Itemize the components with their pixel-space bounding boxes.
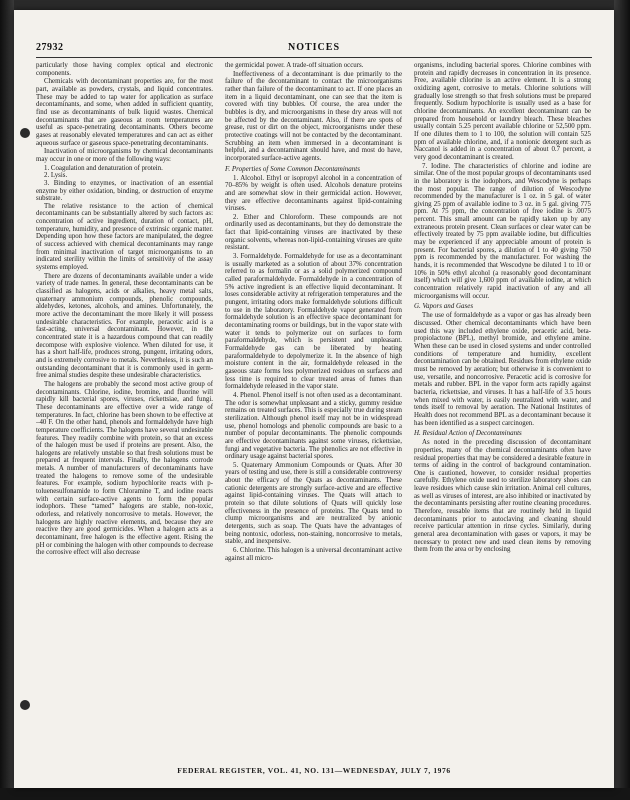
page-title: NOTICES bbox=[287, 42, 340, 53]
text-columns bbox=[36, 62, 592, 752]
text-column-1 bbox=[36, 62, 213, 752]
paragraph: 3. Formaldehyde. Formaldehyde for use as a decontaminant is usually marketed as a solution of about 37% concentration referred to as formalin or as a solid polymerized compound called paraformaldehyde. Formaldehyde in a concentration of 5% active ingredient is an effective liquid decontaminant. It loses considerable activity at refrigeration temperatures and the pungent, irritating odors make formaldehyde solutions difficult to use in the laboratory. Formaldehyde vapor generated from formaldehyde solution is an effective space decontaminant for decontaminating rooms or buildings, but in the vapor state with water it tends to polymerize out on surfaces to form paraformaldehyde, which is persistent and unpleasant. Formaldehyde gas can be liberated by heating paraformaldehyde to depolymerize it. In the absence of high moisture content in the air, formaldehyde released in the gaseous state forms less polymerized residues on surfaces and less time is required to clear treated areas of fumes than formaldehyde released in the vapor state. bbox=[225, 253, 402, 391]
paragraph: 7. Iodine. The characteristics of chlorine and iodine are similar. One of the most popular groups of decontaminants used in the laboratory is the iodophors, and Wescodyne is perhaps the most popular. The range of dilution of Wescodyne recommended by the manufacturer is 1 oz. in 5 gal. of water giving 25 ppm of available iodine to 3 oz. in 5 gal. giving 775 ppm. At 75 ppm, the concentration of free iodine is .0075 percent. This small amount can be rapidly taken up by any extraneous protein present. Clean surfaces or clear water can be effectively treated by 75 ppm available iodine, but difficulties may be experienced if any appreciable amount of protein is present. For bacterial spores, a dilution of 1 to 40 giving 750 ppm is recommended by the manufacturer. For washing the hands, it is recommended that Wescodyne be diluted 1 to 10 or 10% in 50% ethyl alcohol (a reasonably good decontaminant itself) which will give 1,600 ppm of available iodine, at which concentration relatively rapid inactivation of any and all microorganisms will occur. bbox=[414, 162, 591, 300]
header-divider bbox=[36, 57, 592, 58]
paragraph: 2. Ether and Chloroform. These compounds are not ordinarily used as decontaminants, but they do demonstrate the fact that lipid-containing viruses are inactivated by these organic solvents, whereas non-lipid-containing viruses are quite resistant. bbox=[225, 213, 402, 252]
paragraph: Chemicals with decontaminant properties are, for the most part, available as powders, crystals, and liquid concentrates. These may be added to tap water for application as surface decontaminants, and some, when added in sufficient quantity, find use as decontaminants of bulk liquid wastes. Chemical decontaminants that are gaseous at room temperatures are useful as space-penetrating decontaminants. Others become gases at reasonably elevated temperatures and can act as either aqueous surface or gaseous space-penetrating decontaminants. bbox=[36, 78, 213, 147]
paragraph: As noted in the preceding discussion of decontaminant properties, many of the chemical decontaminants often have residual properties that may be considered a desirable feature in terms of aiding in the control of background contamination. One is cautioned, however, to consider residual properties carefully. Ethylene oxide used to sterilize laboratory shoes can leave residues which cause skin irritation. Animal cell cultures, as well as viruses of interest, are also inhibited or inactivated by the decontaminants persisting after routine cleaning procedures. Therefore, reusable items that are routinely held in liquid decontaminants prior to autoclaving and cleaning should receive particular attention in rinse cycles. Similarly, during general area decontamination with gases or vapors, it may be necessary to protect new and used clean items by removing them from the area or by enclosing bbox=[414, 439, 591, 554]
footer-citation: FEDERAL REGISTER, VOL. 41, NO. 131—WEDNESDAY, JULY 7, 1976 bbox=[177, 766, 451, 775]
paragraph: 1. Alcohol. Ethyl or isopropyl alcohol in a concentration of 70–85% by weight is often used. Alcohols denature proteins and are somewhat slow in their germicidal action. However, they are effective decontaminants against lipid-containing viruses. bbox=[225, 174, 402, 213]
paragraph: Ineffectiveness of a decontaminant is due primarily to the failure of the decontaminant to contact the microorganisms rather than failure of the decontaminant to act. If one places an item in a liquid decontaminant, one can see that the item is covered with tiny bubbles. Of course, the area under the bubbles is dry, and microorganisms in these dry areas will not be affected by the decontaminant. Also, if there are spots of grease, rust or dirt on the object, microorganisms under these protective coatings will not be contacted by the decontaminant. Scrubbing an item when immersed in a decontaminant is helpful, and a decontaminant should have, and most do have, incorporated surface-active agents. bbox=[225, 70, 402, 162]
page-number: 27932 bbox=[36, 42, 64, 53]
text-column-3 bbox=[414, 62, 591, 752]
scan-border-right bbox=[614, 0, 630, 800]
punch-hole bbox=[20, 128, 30, 138]
paragraph: organisms, including bacterial spores. Chlorine combines with protein and rapidly decreases in concentration in its presence. Free, available chlorine is an active element. It is a strong oxidizing agent, corrosive to metals. Chlorine solutions will gradually lose strength so that fresh solutions must be prepared frequently. Sodium hypochlorite is usually used as a base for chlorine decontaminants. An excellent decontaminant can be prepared from household or laundry bleach. These bleaches usually contain 5.25 percent available chlorine or 52,500 ppm. If one dilutes them to 1 to 100, the solution will contain 525 ppm of available chlorine, and, if a nonionic detergent such as Naccanol is added in a concentration of about 0.7 percent, a very good decontaminant is created. bbox=[414, 62, 591, 161]
document-page bbox=[14, 10, 614, 788]
numbered-list bbox=[36, 165, 213, 203]
paragraph: The use of formaldehyde as a vapor or gas has already been discussed. Other chemical decontaminants which have been used this way included ethylene oxide, peracetic acid, beta-propiolactone (BPL), methyl bromide, and ethylene amine. When these can be used in closed systems and under controlled conditions of temperature and humidity, excellent decontamination can be obtained. Residues from ethylene oxide must be removed by aeration; but otherwise it is convenient to use, versatile, and noncorrosive. Peracetic acid is corrosive for metals and rubber. BPL in the vapor form acts rapidly against bacteria, rickettsiae, and viruses. It has a half-life of 3.5 hours when mixed with water, is easily neutralized with water, and tends itself to removal by aeration. The National Institutes of Health does not recommend BPL as a decontaminant because it has been identified as a suspect carcinogen. bbox=[414, 312, 591, 427]
paragraph: 4. Phenol. Phenol itself is not often used as a decontaminant. The odor is somewhat unpleasant and a sticky, gummy residue remains on treated surfaces. This is especially true during steam sterilization. Although phenol itself may not be in widespread use, phenol homologs and phenolic compounds are basic to a number of popular decontaminants. The phenolic compounds are effective decontaminants against some viruses, rickettsiae, fungi and vegetative bacteria. The phenolics are not effective in ordinary usage against bacterial spores. bbox=[225, 391, 402, 461]
text-column-2 bbox=[225, 62, 402, 752]
paragraph: The relative resistance to the action of chemical decontaminants can be substantially altered by such factors as: concentration of active ingredient, duration of contact, pH, temperature, humidity, and presence of extrinsic organic matter. Depending upon how these factors are manipulated, the degree of success achieved with chemical decontaminants may range from minimal inactivation of target microorganisms to an indicated sterility within the limits of sensitivity of the assay systems employed. bbox=[36, 202, 213, 272]
punch-hole bbox=[20, 700, 30, 710]
section-heading: G. Vapors and Gases bbox=[414, 302, 474, 311]
scan-border-left bbox=[0, 0, 14, 800]
paragraph: The halogens are probably the second most active group of decontaminants. Chlorine, iodine, bromine, and fluorine will rapidly kill bacterial spores, viruses, rickettsiae, and fungi. These decontaminants are effective over a wide range of temperatures. In fact, chlorine has been shown to be effective at –40 F. On the other hand, phenols and formaldehyde have high temperature coefficients. The halogens have several undesirable features. They readily combine with protein, so that an excess of the halogen must be used if proteins are present. Also, the halogens are relatively unstable so that fresh solutions must be prepared at frequent intervals. Finally, the halogens corrode metals. A number of manufacturers of decontaminants have treated the halogens to remove some of the undesirable features. For example, sodium hypochlorite reacts with p-toluenesulfonamide to form Chloramine T, and iodine reacts with certain surface-active agents to form the popular iodophors. These “tamed” halogens are stable, non-toxic, odorless, and relatively noncorrosive to metals. However, the halogens are highly reactive elements, and, because they are reactive they are good germicides. When a halogen acts as a decontaminant, free halogen is the effective agent. Rising the pH or combining the halogen with other compounds to decrease the corrosive effect will also decrease bbox=[36, 380, 213, 557]
page-footer bbox=[36, 760, 592, 775]
paragraph: There are dozens of decontaminants available under a wide variety of trade names. In general, these decontaminants can be classified as halogens, acids or alkalies, heavy metal salts, quaternary ammonium compounds, phenolic compounds, aldehydes, ketones, alcohols, and amines. Unfortunately, the more active the decontaminant the more likely it will possess undesirable characteristics. For example, peracetic acid is a fast-acting, universal decontaminant. However, in the concentrated state it is a hazardous compound that can readily decompose with explosive violence. When diluted for use, it has a short half-life, produces strong, pungent, irritating odors, and is extremely corrosive to metals. Nevertheless, it is such an outstanding decontaminant that it is commonly used in germ-free animal studies despite these undesirable characteristics. bbox=[36, 272, 213, 380]
paragraph: 6. Chlorine. This halogen is a universal decontaminant active against all micro- bbox=[225, 547, 402, 562]
section-heading: F. Properties of Some Common Decontaminants bbox=[225, 164, 360, 173]
list-item: 3. Binding to enzymes, or inactivation of an essential enzyme by either oxidation, binding, or destruction of enzyme substrate. bbox=[36, 179, 213, 203]
section-heading: H. Residual Action of Decontaminants bbox=[414, 429, 522, 438]
page-header bbox=[36, 42, 592, 56]
list-item: 2. Lysis. bbox=[44, 172, 68, 180]
paragraph: Inactivation of microorganisms by chemical decontaminants may occur in one or more of the following ways: bbox=[36, 148, 213, 163]
paragraph: 5. Quaternary Ammonium Compounds or Quats. After 30 years of testing and use, there is still a considerable controversy about the efficacy of the Quats as decontaminants. These cationic detergents are strongly surface-active and are effective against lipid-containing viruses. The Quats will attach to protein so that dilute solutions of Quats will quickly lose effectiveness in the presence of proteins. The Quats tend to clump microorganisms and are neutralized by anionic detergents, such as soap. The Quats have the advantages of being nontoxic, odorless, non-staining, noncorrosive to metals, stable, and inexpensive. bbox=[225, 461, 402, 546]
paragraph: the germicidal power. A trade-off situation occurs. bbox=[225, 62, 364, 69]
scan-border-bottom bbox=[0, 788, 630, 800]
paragraph: particularly those having complex optical and electronic components. bbox=[36, 62, 213, 77]
list-item: 1. Coagulation and denaturation of protein. bbox=[44, 164, 163, 172]
